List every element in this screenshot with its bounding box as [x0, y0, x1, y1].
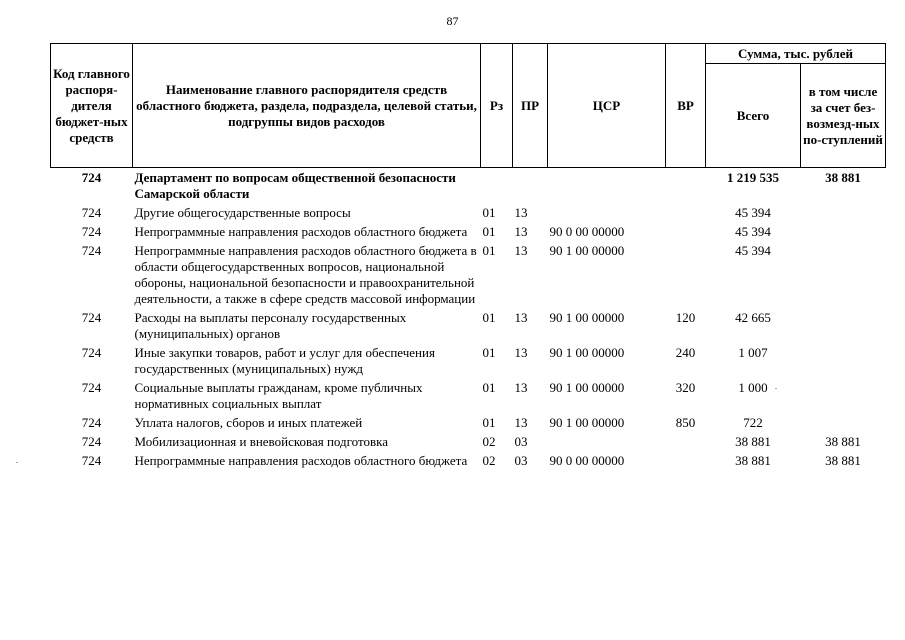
page-number: 87 [446, 14, 459, 28]
cell-rz: 01 [482, 310, 496, 325]
header-csr: ЦСР [548, 44, 666, 168]
header-total: Всего [706, 64, 801, 168]
cell-rz [481, 168, 513, 205]
cell-name: Другие общегосударственные вопросы [134, 205, 351, 220]
table-row [51, 452, 886, 471]
table-row [51, 344, 886, 379]
cell-pr: 13 [514, 415, 528, 430]
table-header [51, 44, 886, 168]
cell-pr: 13 [514, 243, 528, 258]
table-row [51, 414, 886, 433]
header-code: Код главного распоря-дителя бюджет-ных средств [51, 44, 133, 168]
cell-code: 724 [81, 170, 102, 185]
table-row [51, 168, 886, 205]
cell-name: Расходы на выплаты персоналу государственных (муниципальных) органов [134, 310, 407, 341]
cell-rz: 02 [482, 453, 496, 468]
cell-name: Социальные выплаты гражданам, кроме публичных нормативных социальных выплат [134, 380, 423, 411]
cell-csr: 90 1 00 00000 [549, 345, 625, 360]
cell-vr: 120 [675, 310, 696, 325]
cell-name: Уплата налогов, сборов и иных платежей [134, 415, 363, 430]
cell-csr: 90 1 00 00000 [549, 243, 625, 258]
header-name: Наименование главного распорядителя средств областного бюджета, раздела, подраздела, целевой статьи, подгруппы видов расходов [133, 44, 481, 168]
table-row [51, 379, 886, 414]
cell-total: 722 [743, 415, 763, 430]
cell-code: 724 [81, 380, 102, 395]
cell-csr: 90 0 00 00000 [549, 224, 625, 239]
header-vr: ВР [666, 44, 706, 168]
cell-code: 724 [81, 415, 102, 430]
cell-rz: 01 [482, 415, 496, 430]
cell-name: Непрограммные направления расходов областного бюджета в области общегосударственных вопросов, национальной обороны, национальной безопасности и правоохранительной деятельности, а также в сфере средств массовой информации [134, 243, 477, 306]
cell-pr: 03 [514, 434, 528, 449]
cell-csr [548, 204, 666, 223]
cell-vr [666, 168, 706, 205]
cell-total: 1 219 535 [727, 170, 779, 185]
cell-free [801, 309, 886, 344]
cell-pr: 13 [514, 345, 528, 360]
cell-pr: 13 [514, 380, 528, 395]
cell-csr [548, 168, 666, 205]
cell-rz: 01 [482, 224, 496, 239]
cell-free: 38 881 [825, 434, 861, 449]
cell-total: 42 665 [735, 310, 771, 325]
cell-total: 1 007 [738, 345, 768, 360]
table-row [51, 204, 886, 223]
cell-name: Непрограммные направления расходов областного бюджета [134, 224, 468, 239]
cell-name: Непрограммные направления расходов областного бюджета [134, 453, 468, 468]
cell-rz: 01 [482, 380, 496, 395]
table-body [51, 168, 886, 472]
header-pr: ПР [513, 44, 548, 168]
cell-code: 724 [81, 205, 102, 220]
cell-name: Департамент по вопросам общественной безопасности Самарской области [134, 170, 456, 201]
cell-rz: 01 [482, 205, 496, 220]
cell-name: Иные закупки товаров, работ и услуг для обеспечения государственных (муниципальных) нужд [134, 345, 435, 376]
cell-vr [666, 452, 706, 471]
cell-free [801, 414, 886, 433]
cell-pr: 03 [514, 453, 528, 468]
cell-code: 724 [81, 224, 102, 239]
cell-pr [513, 168, 548, 205]
cell-free: 38 881 [825, 170, 861, 185]
cell-free [801, 379, 886, 414]
cell-rz: 01 [482, 345, 496, 360]
cell-code: 724 [81, 345, 102, 360]
cell-vr: 320 [675, 380, 696, 395]
cell-csr: 90 0 00 00000 [549, 453, 625, 468]
cell-free [801, 242, 886, 309]
scan-mark [775, 388, 777, 389]
cell-total: 38 881 [735, 434, 771, 449]
cell-vr [666, 204, 706, 223]
cell-vr: 850 [675, 415, 696, 430]
cell-vr [666, 433, 706, 452]
cell-vr [666, 223, 706, 242]
cell-rz: 02 [482, 434, 496, 449]
cell-free: 38 881 [825, 453, 861, 468]
table-row [51, 242, 886, 309]
cell-pr: 13 [514, 310, 528, 325]
cell-pr: 13 [514, 224, 528, 239]
cell-vr [666, 242, 706, 309]
cell-free [801, 344, 886, 379]
table-row [51, 223, 886, 242]
cell-total: 38 881 [735, 453, 771, 468]
cell-csr: 90 1 00 00000 [549, 310, 625, 325]
cell-free [801, 223, 886, 242]
budget-table [50, 43, 886, 471]
cell-csr: 90 1 00 00000 [549, 415, 625, 430]
cell-name: Мобилизационная и вневойсковая подготовка [134, 434, 389, 449]
table-row [51, 309, 886, 344]
cell-free [801, 204, 886, 223]
header-sum-group: Сумма, тыс. рублей [706, 44, 886, 64]
cell-csr: 90 1 00 00000 [549, 380, 625, 395]
table-row [51, 433, 886, 452]
scan-mark [16, 462, 18, 463]
header-rz: Рз [481, 44, 513, 168]
cell-total: 1 000 [738, 380, 768, 395]
cell-total: 45 394 [735, 243, 771, 258]
cell-pr: 13 [514, 205, 528, 220]
header-free: в том числе за счет без-возмезд-ных по-ступлений [801, 64, 886, 168]
cell-total: 45 394 [735, 224, 771, 239]
cell-csr [548, 433, 666, 452]
cell-code: 724 [81, 453, 102, 468]
cell-rz: 01 [482, 243, 496, 258]
cell-vr: 240 [675, 345, 696, 360]
cell-code: 724 [81, 310, 102, 325]
cell-total: 45 394 [735, 205, 771, 220]
cell-code: 724 [81, 243, 102, 258]
cell-code: 724 [81, 434, 102, 449]
